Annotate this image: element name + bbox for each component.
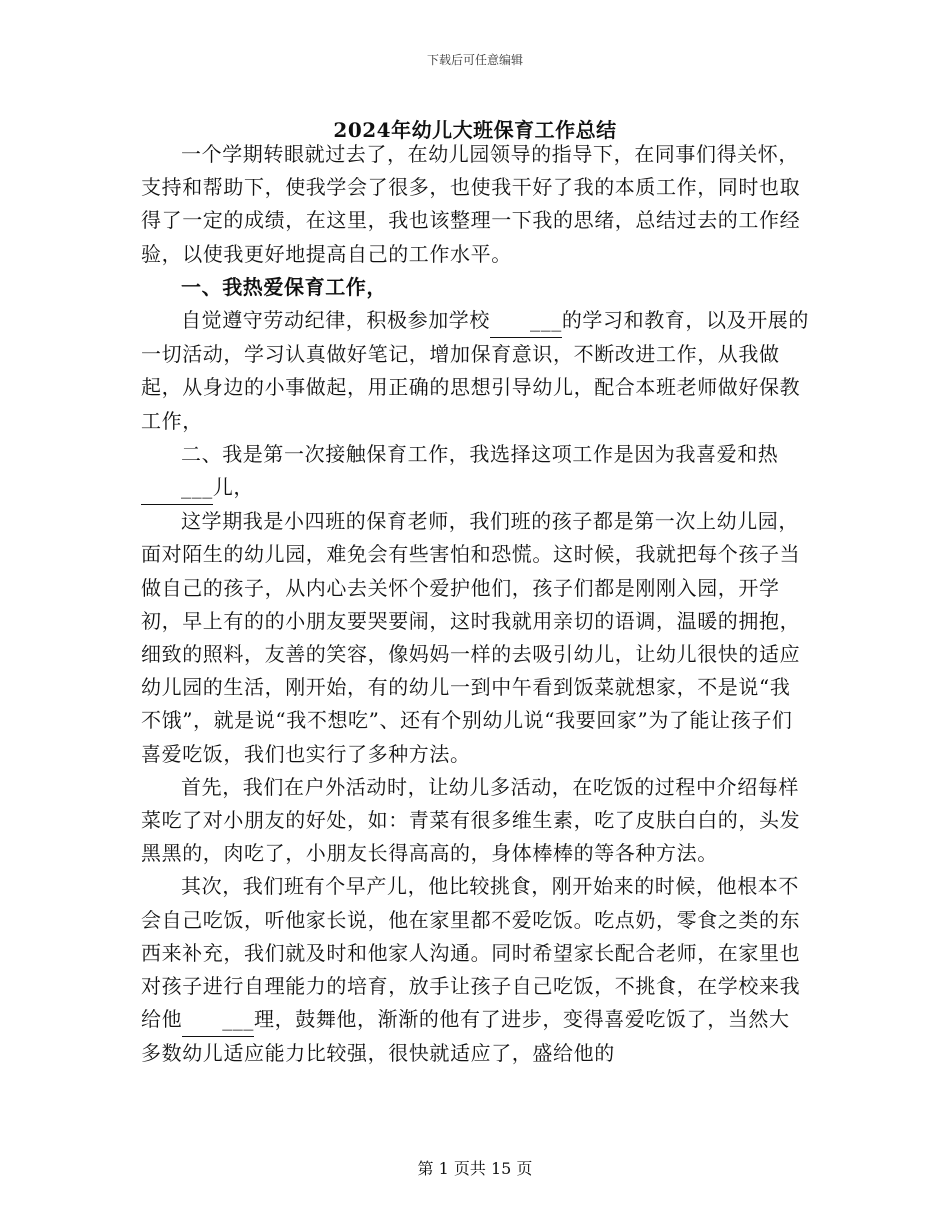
paragraph-intro: 一个学期转眼就过去了，在幼儿园领导的指导下，在同事们得关怀，支持和帮助下，使我学会了很多，也使我干好了我的本质工作，同时也取得了一定的成绩，在这里，我也该整理一下我的思绪，总结过去的工作经验，以使我更好地提高自己的工作水平。 <box>141 142 801 266</box>
fill-blank: ___ <box>141 471 213 505</box>
text-segment: 自觉遵守劳动纪律，积极参加学校 <box>181 308 490 333</box>
page-header: 下载后可任意编辑 <box>426 53 523 67</box>
fill-blank: ___ <box>182 1003 254 1037</box>
text-segment: 理，鼓舞他，渐渐的他有了进步，变得喜爱吃饭了，当然大多数幼儿适应能力比较强，很快就适应了，盛给他的 <box>141 1007 790 1066</box>
paragraph-discipline <box>141 304 809 438</box>
paragraph-class-intro: 这学期我是小四班的保育老师，我们班的孩子都是第一次上幼儿园，面对陌生的幼儿园，难免会有些害怕和恐慌。这时候，我就把每个孩子当做自己的孩子，从内心去关怀个爱护他们，孩子们都是刚刚入园，开学初，早上有的的小朋友要哭要闹，这时我就用亲切的语调，温暖的拥抱，细致的照料，友善的笑容，像妈妈一样的去吸引幼儿，让幼儿很快的适应幼儿园的生活，刚开始，有的幼儿一到中午看到饭菜就想家，不是说“我不饿”，就是说“我不想吃”、还有个别幼儿说“我要回家”为了能让孩子们喜爱吃饭，我们也实行了多种方法。 <box>141 509 801 766</box>
paragraph-second <box>141 870 809 1070</box>
fill-blank: ___ <box>490 304 562 338</box>
text-segment: 儿， <box>212 475 255 500</box>
paragraph-first: 首先，我们在户外活动时，让幼儿多活动，在吃饭的过程中介绍每样菜吃了对小朋友的好处，如：青菜有很多维生素，吃了皮肤白白的，头发黑黑的，肉吃了，小朋友长得高高的，身体棒棒的等各种方法。 <box>141 774 801 866</box>
document-body <box>141 138 809 1071</box>
text-segment: 其次，我们班有个早产儿，他比较挑食，刚开始来的时候，他根本不会自己吃饭，听他家长说，他在家里都不爱吃饭。吃点奶，零食之类的东西来补充，我们就及时和他家人沟通。同时希望家长配合老师，在家里也对孩子进行自理能力的培育，放手让孩子自己吃饭，不挑食，在学校来我给他 <box>141 874 801 1032</box>
page-footer: 第 1 页共 15 页 <box>417 1159 533 1178</box>
section-heading-2 <box>141 438 809 505</box>
document-title: 2024年幼儿大班保育工作总结 <box>333 118 617 142</box>
text-segment: 二、我是第一次接触保育工作，我选择这项工作是因为我喜爱和热 <box>181 441 779 466</box>
section-heading-1: 一、我热爱保育工作， <box>181 274 387 299</box>
text-segment: 的学习和教育，以及开展的一切活动，学习认真做好笔记，增加保育意识，不断改进工作，从我做起，从身边的小事做起，用正确的思想引导幼儿，配合本班老师做好保教工作， <box>141 308 810 433</box>
